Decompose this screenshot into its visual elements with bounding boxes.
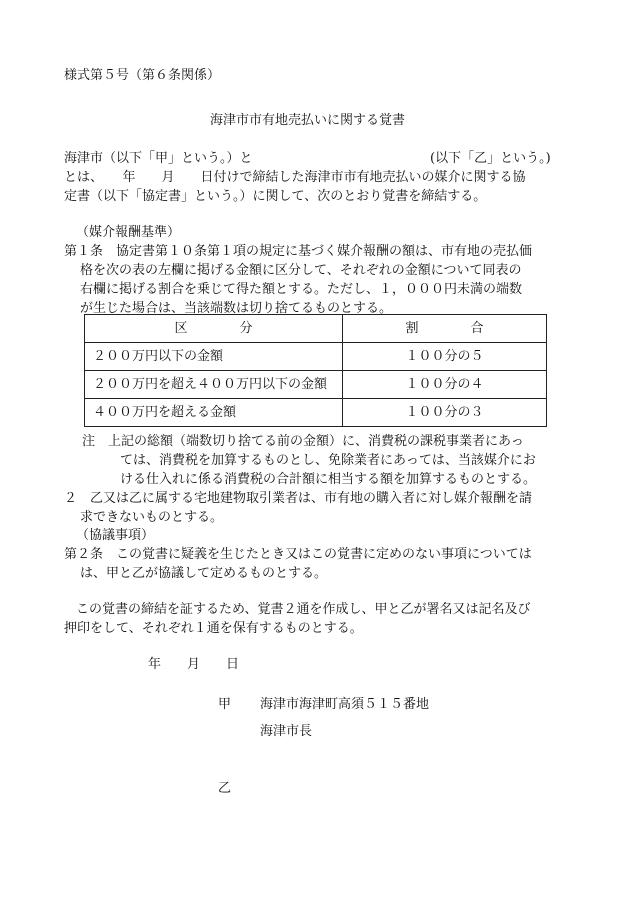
article-1-para-2-line-1: ２ 乙又は乙に属する宅地建物取引業者は、市有地の購入者に対し媒介報酬を請 [64, 491, 533, 506]
date-line: 年 月 日 [148, 657, 240, 672]
article-1-line-2: 格を次の表の左欄に掲げる金額に区分して、それぞれの金額について同表の [80, 263, 522, 278]
row-3-category: ４００万円を超える金額 [85, 399, 343, 427]
intro-line-3: 定書（以下「協定書」という。）に関して、次のとおり覚書を締結する。 [64, 189, 487, 204]
note-label: 注 [82, 434, 96, 449]
note-line-2: ては、消費税を加算するものとし、免除業者にあっては、当該媒介にお [120, 453, 536, 468]
fee-table [84, 314, 547, 427]
party-a-label: 甲 [218, 697, 232, 712]
document-title: 海津市市有地売払いに関する覚書 [210, 113, 406, 128]
closing-line-1: この覚書の締結を証するため、覚書２通を作成し、甲と乙が署名又は記名及び [76, 602, 531, 617]
article-1-heading: （媒介報酬基準） [76, 225, 181, 240]
table-row [85, 343, 547, 371]
table-row [85, 399, 547, 427]
form-number: 様式第５号（第６条関係） [64, 68, 221, 83]
article-1-line-3: 右欄に掲げる割合を乗じて得た額とする。ただし、１，０００円未満の端数 [80, 282, 523, 297]
party-b-label: 乙 [218, 781, 232, 796]
party-a-address: 海津市海津町高須５１５番地 [260, 697, 430, 712]
header-category: 区 分 [85, 315, 343, 343]
party-a-title: 海津市長 [260, 724, 313, 739]
closing-line-2: 押印をして、それぞれ１通を保有するものとする。 [64, 621, 363, 636]
row-1-category: ２００万円以下の金額 [85, 343, 343, 371]
intro-line-2: とは、 年 月 日付けで締結した海津市市有地売払いの媒介に関する協 [64, 170, 526, 185]
intro-line-1a: 海津市（以下「甲」という。）と [64, 151, 253, 166]
row-2-rate: １００分の４ [343, 371, 547, 399]
article-2-line-1: 第２条 この覚書に疑義を生じたとき又はこの覚書に定めのない事項については [64, 547, 532, 562]
article-1-line-4: が生じた場合は、当該端数は切り捨てるものとする。 [80, 301, 393, 316]
row-3-rate: １００分の３ [343, 399, 547, 427]
intro-line-1b: (以下「乙」という。) [430, 151, 551, 166]
article-1-line-1: 第１条 協定書第１０条第１項の規定に基づく媒介報酬の額は、市有地の売払価 [64, 244, 533, 259]
article-2-heading: （協議事項） [76, 528, 155, 543]
header-rate: 割 合 [343, 315, 547, 343]
table-row [85, 371, 547, 399]
row-2-category: ２００万円を超え４００万円以下の金額 [85, 371, 343, 399]
article-1-para-2-line-2: 求できないものとする。 [80, 510, 224, 525]
note-line-3: ける仕入れに係る消費税の合計額に相当する額を加算するものとする。 [120, 472, 537, 487]
article-2-line-2: は、甲と乙が協議して定めるものとする。 [80, 566, 328, 581]
note-line-1: 上記の総額（端数切り捨てる前の金額）に、消費税の課税事業者にあっ [108, 434, 524, 449]
row-1-rate: １００分の５ [343, 343, 547, 371]
table-header-row [85, 315, 547, 343]
